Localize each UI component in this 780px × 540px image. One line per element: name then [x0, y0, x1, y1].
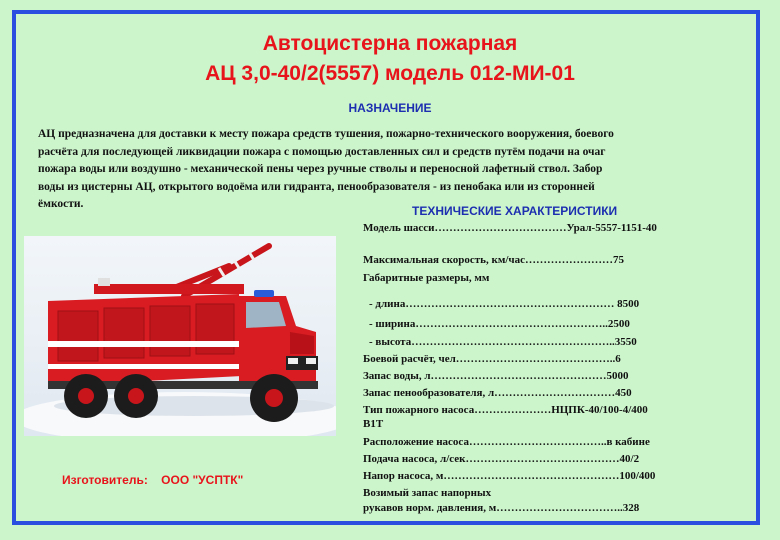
- purpose-line: пожара воды или воздушно - механической пены через ручные стволы и переносной лафетный ствол. Забор: [38, 163, 603, 176]
- purpose-heading: НАЗНАЧЕНИЕ: [348, 101, 432, 115]
- spec-line: - высота………………………………………………..3550: [369, 336, 637, 348]
- purpose-text: [38, 126, 758, 214]
- spec-line: Возимый запас напорных: [363, 487, 492, 499]
- purpose-line: ёмкости.: [38, 198, 84, 211]
- purpose-line: АЦ предназначена для доставки к месту пожара средств тушения, пожарно-технического вооружения, боевого: [38, 128, 614, 140]
- spec-line: - длина………………………………………………… 8500: [369, 298, 640, 310]
- spec-line: - ширина……………………………………………..2500: [369, 318, 630, 330]
- spec-line: Габаритные размеры, мм: [363, 272, 490, 284]
- fire-truck-icon: [24, 236, 336, 436]
- spec-line: Боевой расчёт, чел……………………………………..6: [363, 353, 621, 365]
- spec-line: Напор насоса, м…………………………………………100/400: [363, 470, 656, 482]
- purpose-line: воды из цистерны АЦ, открытого водоёма или гидранта, пенообразователя - из пенобака или из сторонней: [38, 180, 595, 193]
- spec-line: Модель шасси………………………………Урал-5557-1151-40: [363, 222, 657, 234]
- spec-line: Максимальная скорость, км/час……………………75: [363, 254, 624, 266]
- manufacturer-label: Изготовитель:: [62, 473, 148, 487]
- specs-heading: ТЕХНИЧЕСКИЕ ХАРАКТЕРИСТИКИ: [412, 204, 618, 218]
- spec-line: Подача насоса, л/сек……………………………………40/2: [363, 453, 640, 465]
- spec-line: Запас пенообразователя, л……………………………450: [363, 387, 632, 399]
- spec-line: рукавов норм. давления, м……………………………..328: [363, 502, 640, 514]
- purpose-line: расчёта для последующей ликвидации пожара с помощью доставленных сил и средств путём подачи на очаг: [38, 145, 606, 158]
- fire-truck-image: [24, 236, 336, 436]
- manufacturer: [62, 473, 243, 487]
- spec-line: Расположение насоса………………………………..в кабине: [363, 436, 650, 448]
- manufacturer-value: ООО "УСПТК": [161, 473, 244, 487]
- spec-line: В1Т: [363, 418, 384, 430]
- spec-line: Запас воды, л…………………………………………5000: [363, 370, 629, 382]
- title-line-1: Автоцистерна пожарная: [262, 32, 518, 55]
- spec-line: Тип пожарного насоса…………………НЦПК-40/100-4/400: [363, 404, 648, 416]
- title-line-2: АЦ 3,0-40/2(5557) модель 012-МИ-01: [205, 62, 575, 85]
